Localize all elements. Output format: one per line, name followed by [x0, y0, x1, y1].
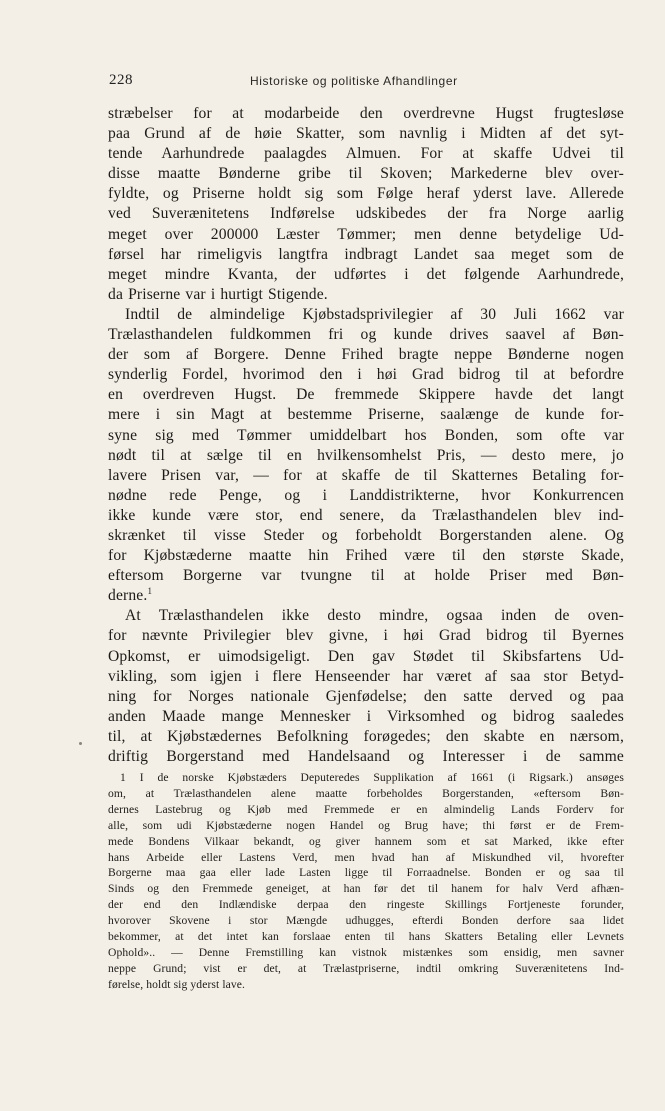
footnote-line: bekommer, at det intet kan forslaae enten til hans Skatters Betaling eller Levnets: [108, 930, 624, 944]
body-line: Trælasthandelen fuldkommen fri og kunde drives saavel af Bøn-: [108, 326, 624, 344]
footnote-line: neppe Grund; vist er det, at Trælastpriserne, indtil omkring Suverænitetens Ind-: [108, 961, 624, 975]
footnote-reference: 1: [147, 586, 153, 597]
body-line: nødt til at sælge til en hvilkensomhelst Pris, — desto mere, jo: [108, 446, 624, 464]
body-line: nødne rede Penge, og i Landdistrikterne, hvor Konkurrencen: [108, 486, 624, 504]
body-line: At Trælasthandelen ikke desto mindre, ogsaa inden de oven-: [125, 607, 624, 625]
body-line: paa Grund af de høie Skatter, som navnlig i Midten af det syt-: [108, 125, 624, 143]
body-line: der som af Borgere. Denne Frihed bragte neppe Bønderne nogen: [108, 346, 624, 364]
body-text: [108, 104, 624, 767]
body-line: Indtil de almindelige Kjøbstadsprivilegier af 30 Juli 1662 var: [125, 305, 624, 323]
footnote-line: hans Arbeide eller Lastens Verd, men hvad han af Miskundhed vil, hvorefter: [108, 850, 624, 864]
body-line: disse maatte Bønderne gribe til Skoven; Markederne blev over-: [108, 165, 624, 183]
body-line: syne sig med Tømmer umiddelbart hos Bonden, som ofte var: [108, 426, 624, 444]
body-line-with-footnote-ref: [108, 586, 624, 606]
footnote-line: hvorover Skovene i stor Mængde udhugges, efterdi Bonden derfore saa lidet: [108, 914, 624, 928]
body-line-text: derne.: [108, 587, 148, 605]
body-line: fyldte, og Priserne holdt sig som Følge heraf yderst lave. Allerede: [108, 185, 624, 203]
footnote-line: Ophold».. — Denne Fremstilling kan vistnok mistænkes som ensidig, men savner: [108, 945, 624, 959]
body-line: tende Aarhundrede paalagdes Almuen. For at skaffe Udvei til: [108, 145, 624, 163]
body-line: stræbelser for at modarbeide den overdrevne Hugst frugtesløse: [108, 105, 624, 122]
body-line: førsel har rimeligvis langtfra indbragt Landet saa meget som de: [108, 245, 624, 263]
body-line: ning for Norges nationale Gjenfødelse; den satte derved og paa: [108, 687, 624, 705]
body-line: eftersom Borgerne var tvungne til at holde Priser med Bøn-: [108, 567, 624, 585]
body-line: anden Maade mange Mennesker i Virksomhed og bidrog saaledes: [108, 707, 624, 725]
body-line: synderlig Fordel, hvorimod den i høi Grad bidrog til at befordre: [108, 366, 624, 384]
body-line: Opkomst, er uimodsigeligt. Den gav Stødet til Skibsfartens Ud-: [108, 647, 624, 665]
running-head: Historiske og politiske Afhandlinger: [250, 74, 458, 88]
footnote-line: mede Bondens Vilkaar bekandt, og giver hannem som et sat Marked, ikke efter: [108, 834, 624, 848]
body-line: da Priserne var i hurtigt Stigende.: [108, 285, 328, 303]
body-line: lavere Prisen var, — for at skaffe de til Skatternes Betaling for-: [108, 466, 624, 484]
body-line: ved Suverænitetens Indførelse udskibedes der fra Norge aarlig: [108, 205, 624, 223]
footnote-line: om, at Trælasthandelen alene maatte forbeholdes Borgerstanden, «eftersom Bøn-: [108, 786, 624, 800]
body-line: vikling, som igjen i flere Henseender har været af saa stor Betyd-: [108, 667, 624, 685]
footnote-line: der end den Indlændiske derpaa den ringeste Skillings Fortjeneste forunder,: [108, 898, 624, 912]
body-line: ikke kunde være stor, end senere, da Trælasthandelen blev ind-: [108, 506, 624, 524]
body-line: skrænket til visse Steder og forbeholdt Borgerstanden alene. Og: [108, 526, 624, 544]
body-line: mere i sin Magt at bestemme Priserne, saalænge de kunde for-: [108, 406, 624, 424]
body-line: for nævnte Privilegier blev givne, i høi Grad bidrog til Byernes: [108, 627, 624, 645]
body-line: meget over 200000 Læster Tømmer; men denne betydelige Ud-: [108, 225, 624, 243]
body-line: meget mindre Kvanta, der udførtes i det følgende Aarhundrede,: [108, 265, 624, 283]
footnote-line: dernes Lastebrug og Kjøb med Fremmede er en almindelig Lands Forderv for: [108, 802, 624, 816]
footnote-line: alle, som udi Kjøbstæderne nogen Handel og Brug have; thi først er de Frem-: [108, 818, 624, 832]
footnote-line: førelse, holdt sig yderst lave.: [108, 977, 246, 991]
footnote-line: 1 I de norske Kjøbstæders Deputeredes Supplikation af 1661 (i Rigsark.) ansøges: [120, 771, 624, 784]
body-line: en overdreven Hugst. De fremmede Skippere havde det langt: [108, 386, 624, 404]
footnote-line: Sinds og den Fremmede geneiget, at han før det til hanem for halv Verd afhæn-: [108, 882, 624, 896]
page-number: 228: [109, 72, 133, 88]
body-line: for Kjøbstæderne maatte hin Frihed være til den største Skade,: [108, 547, 624, 565]
page-speck: [79, 742, 82, 745]
footnote: [108, 770, 624, 993]
body-line: driftig Borgerstand med Handelsaand og Interesser i de samme: [108, 748, 624, 765]
footnote-line: Borgerne maa gaa eller lade Lasten ligge til Forraadnelse. Bonden er og saa til: [108, 866, 624, 880]
body-line: til, at Kjøbstædernes Befolkning forøgedes; den skabte en nærsom,: [108, 727, 624, 745]
